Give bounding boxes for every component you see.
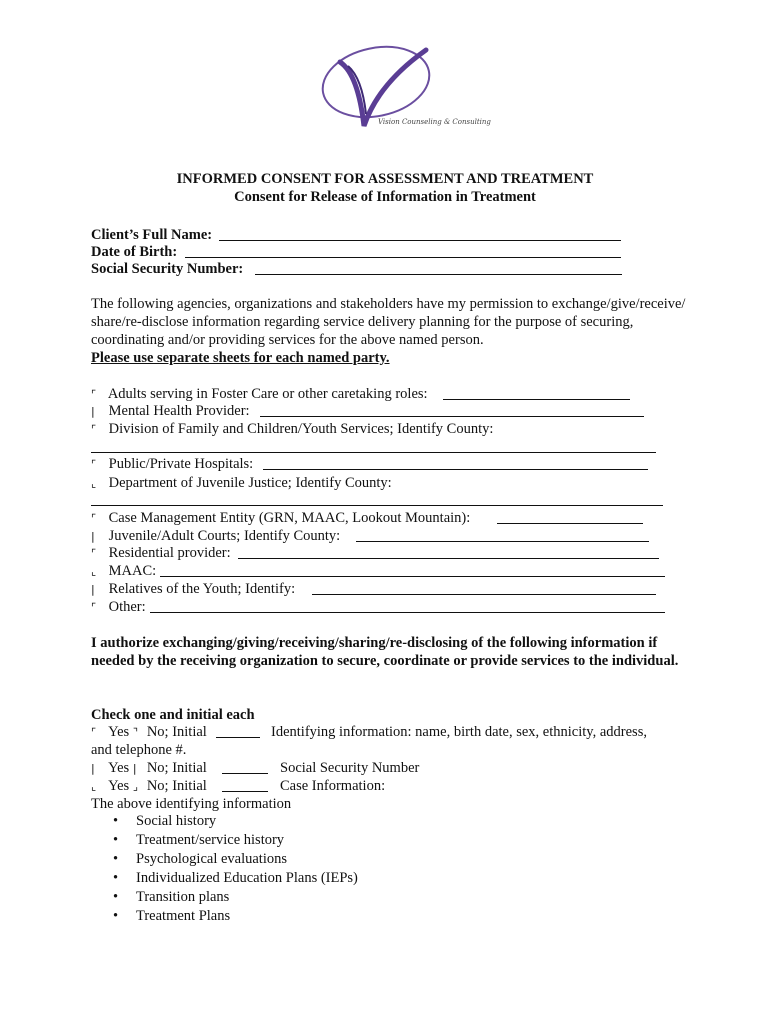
- checkbox[interactable]: ⌜: [91, 458, 97, 471]
- party-other: ⌜ Other:: [91, 599, 146, 615]
- list-item: • Treatment/service history: [91, 831, 358, 850]
- document-title: INFORMED CONSENT FOR ASSESSMENT AND TREATMENT: [176, 171, 594, 187]
- party-juvenile-justice: ⌞ Department of Juvenile Justice; Identify County:: [91, 475, 392, 491]
- list-item: • Transition plans: [91, 888, 358, 907]
- intro-paragraph: The following agencies, organizations and stakeholders have my permission to exchange/give/receive/ share/re-disclose information regarding service delivery planning for the purpose of securing, coordinating and/or providing services for the above named person.: [91, 296, 686, 348]
- party-courts: | Juvenile/Adult Courts; Identify County:: [91, 528, 341, 544]
- party-maac-field[interactable]: [160, 576, 665, 577]
- party-mental-health-field[interactable]: [260, 416, 644, 417]
- party-case-management-field[interactable]: [497, 523, 643, 524]
- checkbox[interactable]: ⌜: [91, 512, 97, 525]
- check-row-identifying: ⌜ Yes ⌝ No; Initial: [91, 724, 207, 740]
- initial-field-ssn[interactable]: [222, 773, 268, 774]
- checkbox[interactable]: ⌞: [91, 477, 97, 490]
- party-dfcs: ⌜ Division of Family and Children/Youth Services; Identify County:: [91, 421, 494, 437]
- party-mental-health: | Mental Health Provider:: [91, 403, 250, 419]
- initial-field-case[interactable]: [222, 791, 268, 792]
- logo: [318, 44, 491, 130]
- party-hospitals: ⌜ Public/Private Hospitals:: [91, 456, 254, 472]
- check-row-case: ⌞ Yes ⌟ No; Initial: [91, 778, 207, 794]
- separate-sheets-note: Please use separate sheets for each named party.: [91, 350, 390, 366]
- ssn-desc: Social Security Number: [280, 760, 420, 776]
- checkbox[interactable]: |: [91, 583, 95, 596]
- party-relatives: | Relatives of the Youth; Identify:: [91, 581, 296, 597]
- dob-label: Date of Birth:: [91, 244, 178, 260]
- party-relatives-field[interactable]: [312, 594, 656, 595]
- check-heading: Check one and initial each: [91, 707, 255, 723]
- checkbox[interactable]: |: [91, 530, 95, 543]
- party-case-management: ⌜ Case Management Entity (GRN, MAAC, Lookout Mountain):: [91, 510, 471, 526]
- list-item: • Treatment Plans: [91, 907, 358, 926]
- party-residential-field[interactable]: [238, 558, 659, 559]
- yes-checkbox[interactable]: ⌜: [91, 726, 97, 739]
- identifying-desc: Identifying information: name, birth date, sex, ethnicity, address,: [271, 724, 647, 740]
- checkbox[interactable]: |: [91, 405, 95, 418]
- authorization-statement: I authorize exchanging/giving/receiving/sharing/re-disclosing of the following information if needed by the receiving organization to secure, coordinate or provide services to the individual.: [91, 635, 679, 669]
- checkbox[interactable]: ⌜: [91, 601, 97, 614]
- no-checkbox[interactable]: |: [132, 762, 137, 775]
- ssn-label: Social Security Number:: [91, 261, 244, 277]
- party-foster-care-field[interactable]: [443, 399, 630, 400]
- ssn-field[interactable]: [255, 274, 622, 275]
- list-item: • Psychological evaluations: [91, 850, 358, 869]
- party-maac: ⌞ MAAC:: [91, 563, 157, 579]
- above-info-label: The above identifying information: [91, 796, 292, 812]
- checkbox[interactable]: ⌜: [91, 388, 97, 401]
- party-hospitals-field[interactable]: [263, 469, 648, 470]
- document-subtitle: Consent for Release of Information in Treatment: [234, 189, 536, 205]
- yes-checkbox[interactable]: |: [91, 762, 95, 775]
- check-row-ssn: | Yes | No; Initial: [91, 760, 207, 776]
- list-item: • Individualized Education Plans (IEPs): [91, 869, 358, 888]
- party-foster-care: ⌜ Adults serving in Foster Care or other caretaking roles:: [91, 386, 428, 402]
- party-residential: ⌜ Residential provider:: [91, 545, 231, 561]
- client-name-field[interactable]: [219, 240, 621, 241]
- identifying-desc-cont: and telephone #.: [91, 742, 187, 758]
- party-juvenile-justice-field[interactable]: [91, 505, 663, 506]
- info-list: [91, 812, 358, 926]
- dob-field[interactable]: [185, 257, 621, 258]
- logo-text: Vision Counseling & Consulting: [378, 118, 491, 126]
- list-item: • Social history: [91, 812, 358, 831]
- client-name-label: Client’s Full Name:: [91, 227, 213, 243]
- case-desc: Case Information:: [280, 778, 386, 794]
- party-other-field[interactable]: [150, 612, 665, 613]
- party-dfcs-field[interactable]: [91, 452, 656, 453]
- initial-field-identifying[interactable]: [216, 737, 260, 738]
- checkbox[interactable]: ⌞: [91, 565, 97, 578]
- no-checkbox[interactable]: ⌝: [132, 726, 138, 739]
- yes-checkbox[interactable]: ⌞: [91, 780, 97, 793]
- checkbox[interactable]: ⌜: [91, 423, 97, 436]
- party-courts-field[interactable]: [356, 541, 649, 542]
- checkbox[interactable]: ⌜: [91, 547, 97, 560]
- no-checkbox[interactable]: ⌟: [132, 780, 138, 793]
